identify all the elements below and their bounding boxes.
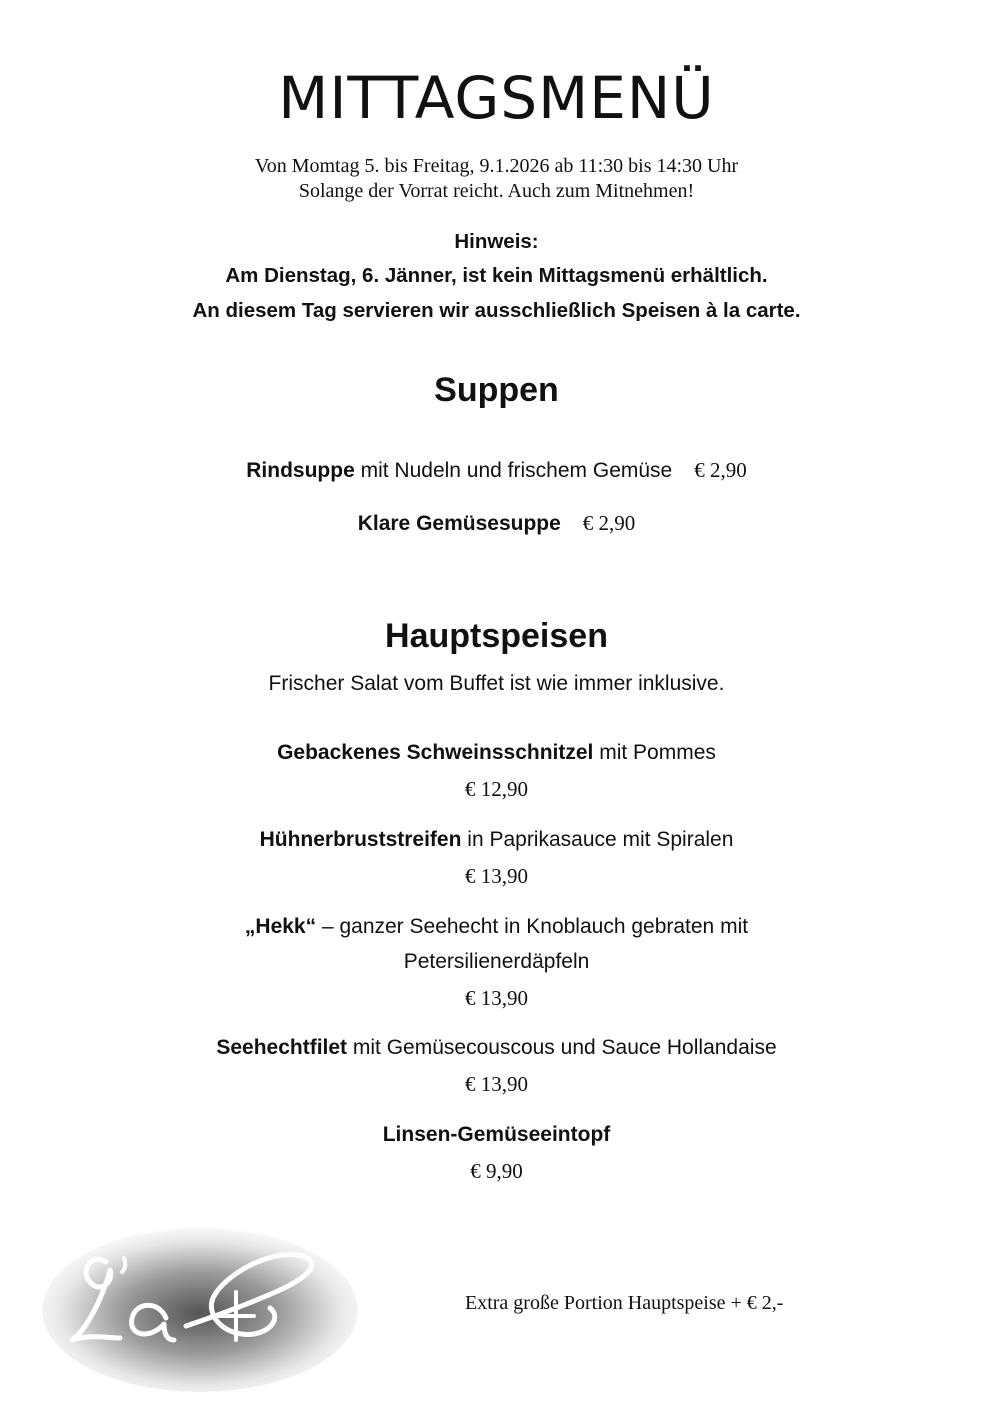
mains-heading: Hauptspeisen bbox=[385, 617, 608, 655]
menu-item-price: € 2,90 bbox=[694, 458, 747, 482]
menu-item-price: € 13,90 bbox=[465, 986, 528, 1010]
menu-item-price: € 13,90 bbox=[465, 864, 528, 888]
menu-item-price: € 9,90 bbox=[470, 1159, 523, 1183]
menu-item-name: Hühnerbruststreifen bbox=[259, 828, 462, 851]
menu-item-soup-1 bbox=[0, 456, 993, 485]
menu-item-description: mit Pommes bbox=[593, 741, 716, 764]
menu-item-main-1 bbox=[0, 739, 993, 767]
menu-item-main-4 bbox=[0, 1034, 993, 1062]
menu-item-main-2 bbox=[0, 826, 993, 854]
menu-item-description: mit Gemüsecouscous und Sauce Hollandaise bbox=[347, 1036, 777, 1059]
soups-heading: Suppen bbox=[434, 371, 559, 409]
supply-line: Solange der Vorrat reicht. Auch zum Mitnehmen! bbox=[298, 180, 695, 202]
menu-item-name: Rindsuppe bbox=[246, 459, 355, 482]
menu-item-name: Gebackenes Schweinsschnitzel bbox=[277, 741, 594, 764]
notice-label: Hinweis: bbox=[454, 230, 539, 253]
menu-item-main-5 bbox=[0, 1121, 993, 1149]
menu-item-main-3 bbox=[0, 913, 993, 941]
menu-item-description: mit Nudeln und frischem Gemüse bbox=[354, 459, 673, 482]
date-line: Von Momtag 5. bis Freitag, 9.1.2026 ab 11:30 bis 14:30 Uhr bbox=[254, 155, 739, 177]
page-title: MITTAGSMENÜ bbox=[278, 64, 715, 132]
menu-item-soup-2 bbox=[0, 509, 993, 538]
menu-item-name: Klare Gemüsesuppe bbox=[357, 512, 561, 535]
restaurant-logo bbox=[40, 1222, 360, 1392]
menu-item-description: – ganzer Seehecht in Knoblauch gebraten mit bbox=[316, 915, 749, 938]
menu-item-name: Seehechtfilet bbox=[216, 1036, 348, 1059]
extra-portion-note: Extra große Portion Hauptspeise + € 2,- bbox=[465, 1292, 784, 1314]
notice-line-1: Am Dienstag, 6. Jänner, ist kein Mittagsmenü erhältlich. bbox=[225, 264, 768, 287]
menu-item-name: „Hekk“ bbox=[244, 915, 317, 938]
menu-item-price: € 13,90 bbox=[465, 1072, 528, 1096]
menu-item-name: Linsen-Gemüseeintopf bbox=[382, 1123, 611, 1146]
menu-item-description: in Paprikasauce mit Spiralen bbox=[461, 828, 734, 851]
menu-item-price: € 12,90 bbox=[465, 777, 528, 801]
menu-item-price: € 2,90 bbox=[582, 511, 636, 535]
notice-line-2: An diesem Tag servieren wir ausschließlich Speisen à la carte. bbox=[192, 299, 801, 322]
menu-item-description-continued: Petersilienerdäpfeln bbox=[403, 950, 590, 973]
mains-intro: Frischer Salat vom Buffet ist wie immer inklusive. bbox=[268, 672, 725, 695]
